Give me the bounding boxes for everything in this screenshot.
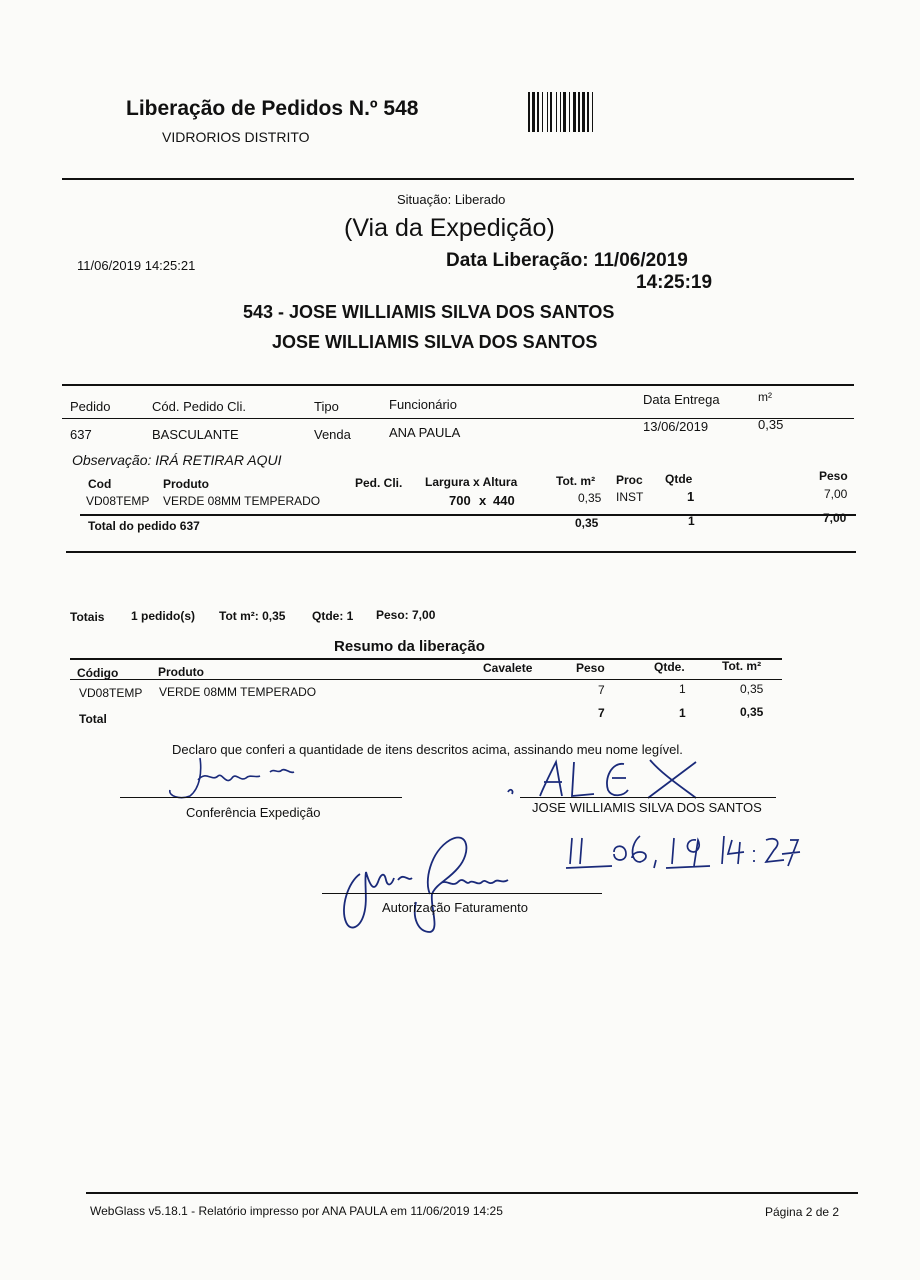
data-liberacao: Data Liberação: 11/06/2019 — [446, 250, 688, 271]
item-altura: 440 — [493, 493, 515, 508]
via-title: (Via da Expedição) — [344, 214, 555, 242]
total-pedido-m2: 0,35 — [575, 516, 599, 530]
order-cod-pedido-cli: BASCULANTE — [152, 427, 239, 442]
report-title: Liberação de Pedidos N.º 548 — [126, 97, 419, 120]
footer-page-number: Página 2 de 2 — [765, 1205, 840, 1219]
order-m2: 0,35 — [758, 417, 784, 432]
totals-qtde: Qtde: 1 — [312, 609, 354, 623]
col-ped-cli: Ped. Cli. — [355, 476, 403, 490]
resumo-total-label: Total — [79, 712, 107, 726]
resumo-header-rule — [70, 679, 782, 680]
printed-timestamp: 11/06/2019 14:25:21 — [77, 258, 196, 273]
item-x: x — [479, 493, 487, 508]
item-cod: VD08TEMP — [86, 494, 150, 508]
footer-left: WebGlass v5.18.1 - Relatório impresso por ANA PAULA em 11/06/2019 14:25 — [90, 1204, 503, 1218]
declaration-text: Declaro que conferi a quantidade de itens descritos acima, assinando meu nome legível. — [172, 742, 683, 757]
observacao: Observação: IRÁ RETIRAR AQUI — [72, 452, 282, 468]
totals-label: Totais — [70, 610, 105, 624]
autorizacao-signature — [320, 822, 530, 937]
col-data-entrega: Data Entrega — [643, 392, 720, 407]
col-m2: m² — [758, 390, 772, 404]
order-tipo: Venda — [314, 427, 351, 442]
handwritten-date — [562, 830, 812, 870]
col-tot-m2: Tot. m² — [556, 474, 596, 488]
resumo-title: Resumo da liberação — [334, 638, 485, 655]
total-pedido-qtde: 1 — [688, 514, 695, 528]
company-name: VIDRORIOS DISTRITO — [162, 129, 310, 145]
totals-pedidos: 1 pedido(s) — [131, 609, 196, 623]
barcode — [528, 92, 652, 132]
resumo-col-cavalete: Cavalete — [483, 661, 533, 675]
col-qtde: Qtde — [665, 472, 693, 486]
conferencia-signature — [160, 752, 310, 802]
resumo-tot-m2: 0,35 — [740, 682, 764, 696]
totals-peso: Peso: 7,00 — [376, 608, 436, 622]
order-pedido: 637 — [70, 427, 92, 442]
col-peso: Peso — [819, 469, 848, 483]
totals-m2: Tot m²: 0,35 — [219, 609, 286, 623]
col-largura-altura: Largura x Altura — [425, 475, 518, 489]
col-cod: Cod — [88, 477, 112, 491]
col-tipo: Tipo — [314, 399, 339, 414]
client-name: JOSE WILLIAMIS SILVA DOS SANTOS — [272, 332, 598, 352]
conferencia-line — [120, 797, 402, 798]
item-produto: VERDE 08MM TEMPERADO — [163, 494, 321, 508]
col-pedido: Pedido — [70, 399, 111, 414]
resumo-peso: 7 — [598, 683, 605, 697]
col-cod-pedido-cli: Cód. Pedido Cli. — [152, 399, 246, 414]
items-total-rule — [80, 514, 856, 516]
data-liberacao-time: 14:25:19 — [636, 272, 713, 293]
item-qtde: 1 — [687, 489, 695, 504]
item-largura: 700 — [449, 493, 471, 508]
resumo-codigo: VD08TEMP — [79, 686, 143, 700]
resumo-col-codigo: Código — [77, 666, 119, 680]
order-table-header-rule — [62, 418, 854, 419]
resumo-total-qtde: 1 — [679, 706, 686, 720]
header-divider — [62, 178, 854, 180]
resumo-qtde: 1 — [679, 682, 686, 696]
resumo-col-peso: Peso — [576, 661, 605, 675]
item-tot-m2: 0,35 — [578, 491, 602, 505]
autorizacao-label: Autorização Faturamento — [382, 900, 528, 915]
total-pedido-peso: 7,00 — [823, 511, 847, 525]
client-code-name: 543 - JOSE WILLIAMIS SILVA DOS SANTOS — [243, 302, 615, 322]
autorizacao-line — [322, 893, 602, 894]
resumo-col-qtde: Qtde. — [654, 660, 685, 674]
item-peso: 7,00 — [824, 487, 848, 501]
situacao-text: Situação: Liberado — [397, 192, 506, 207]
resumo-produto: VERDE 08MM TEMPERADO — [159, 685, 317, 699]
resumo-total-tot-m2: 0,35 — [740, 705, 764, 719]
client-signature-line — [520, 797, 776, 798]
col-proc: Proc — [616, 473, 643, 487]
order-funcionario: ANA PAULA — [389, 425, 461, 440]
conferencia-label: Conferência Expedição — [186, 805, 321, 820]
item-proc: INST — [616, 490, 644, 504]
resumo-total-peso: 7 — [598, 706, 605, 720]
resumo-col-produto: Produto — [158, 665, 204, 679]
footer-rule — [86, 1192, 858, 1194]
col-produto: Produto — [163, 477, 209, 491]
client-signature-name: JOSE WILLIAMIS SILVA DOS SANTOS — [532, 800, 762, 815]
total-pedido-label: Total do pedido 637 — [88, 519, 200, 533]
order-data-entrega: 13/06/2019 — [643, 419, 709, 434]
order-table-top-rule — [62, 384, 854, 386]
resumo-col-tot-m2: Tot. m² — [722, 659, 762, 673]
items-bottom-rule — [66, 551, 856, 553]
client-signature — [500, 756, 730, 806]
col-funcionario: Funcionário — [389, 397, 457, 412]
